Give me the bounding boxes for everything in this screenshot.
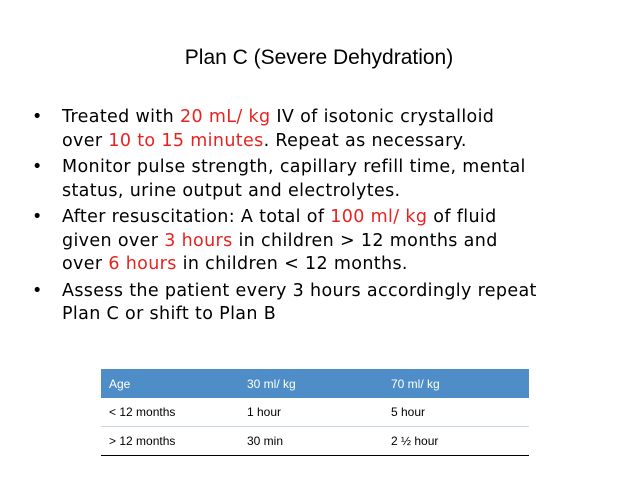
bullet-line [62, 206, 628, 230]
bullet-text: in children > 12 months and [232, 230, 498, 251]
table-row [101, 427, 529, 456]
table-header-row [101, 369, 529, 398]
table-row [101, 398, 529, 427]
table-cell: 30 min [239, 427, 383, 456]
bullet-text: in children < 12 months. [176, 254, 408, 274]
bullet-text: . Repeat as necessary. [263, 130, 467, 151]
bullet-line [62, 106, 628, 130]
column-header-age: Age [101, 369, 239, 398]
bullet-text: given over [62, 230, 165, 251]
table-cell: > 12 months [101, 427, 239, 456]
bullet-line [62, 130, 628, 154]
bullet-line: Plan C or shift to Plan B [62, 304, 277, 324]
bullet-line: status, urine output and electrolytes. [62, 180, 401, 201]
table-cell: 2 ½ hour [383, 427, 529, 456]
highlight-text: 20 mL/ kg [179, 107, 271, 127]
slide-title: Plan C (Severe Dehydration) [184, 46, 454, 69]
bullet-text: over [62, 130, 109, 151]
bullet-text: IV of isotonic crystalloid [270, 107, 495, 127]
highlight-text: 100 ml/ kg [330, 207, 428, 227]
table-cell: < 12 months [101, 398, 239, 427]
bullet-line [62, 230, 628, 254]
bullet-line [62, 253, 628, 277]
highlight-text: 3 hours [164, 230, 233, 251]
bullet-text: Treated with [62, 107, 180, 127]
highlight-text: 6 hours [108, 254, 177, 274]
column-header-70ml: 70 ml/ kg [383, 369, 529, 398]
bullet-dot-icon: • [32, 207, 43, 227]
bullet-item-assess [28, 280, 628, 327]
highlight-text: 10 to 15 minutes [108, 130, 264, 151]
column-header-30ml: 30 ml/ kg [239, 369, 383, 398]
bullet-dot-icon: • [32, 280, 43, 301]
bullet-item-monitor [28, 156, 628, 203]
bullet-item-treatment [28, 106, 628, 153]
bullet-dot-icon: • [32, 157, 43, 177]
bullet-item-after-resuscitation [28, 206, 628, 277]
fluid-schedule-table [101, 369, 529, 456]
bullet-dot-icon: • [32, 107, 43, 127]
table-cell: 5 hour [383, 398, 529, 427]
bullet-line: Monitor pulse strength, capillary refill time, mental [62, 157, 526, 177]
bullet-text: over [62, 254, 109, 274]
bullet-line: Assess the patient every 3 hours accordingly repeat [62, 280, 537, 301]
bullet-text: of fluid [427, 207, 497, 227]
table-cell: 1 hour [239, 398, 383, 427]
bullet-list [28, 106, 628, 330]
bullet-text: After resuscitation: A total of [62, 207, 331, 227]
